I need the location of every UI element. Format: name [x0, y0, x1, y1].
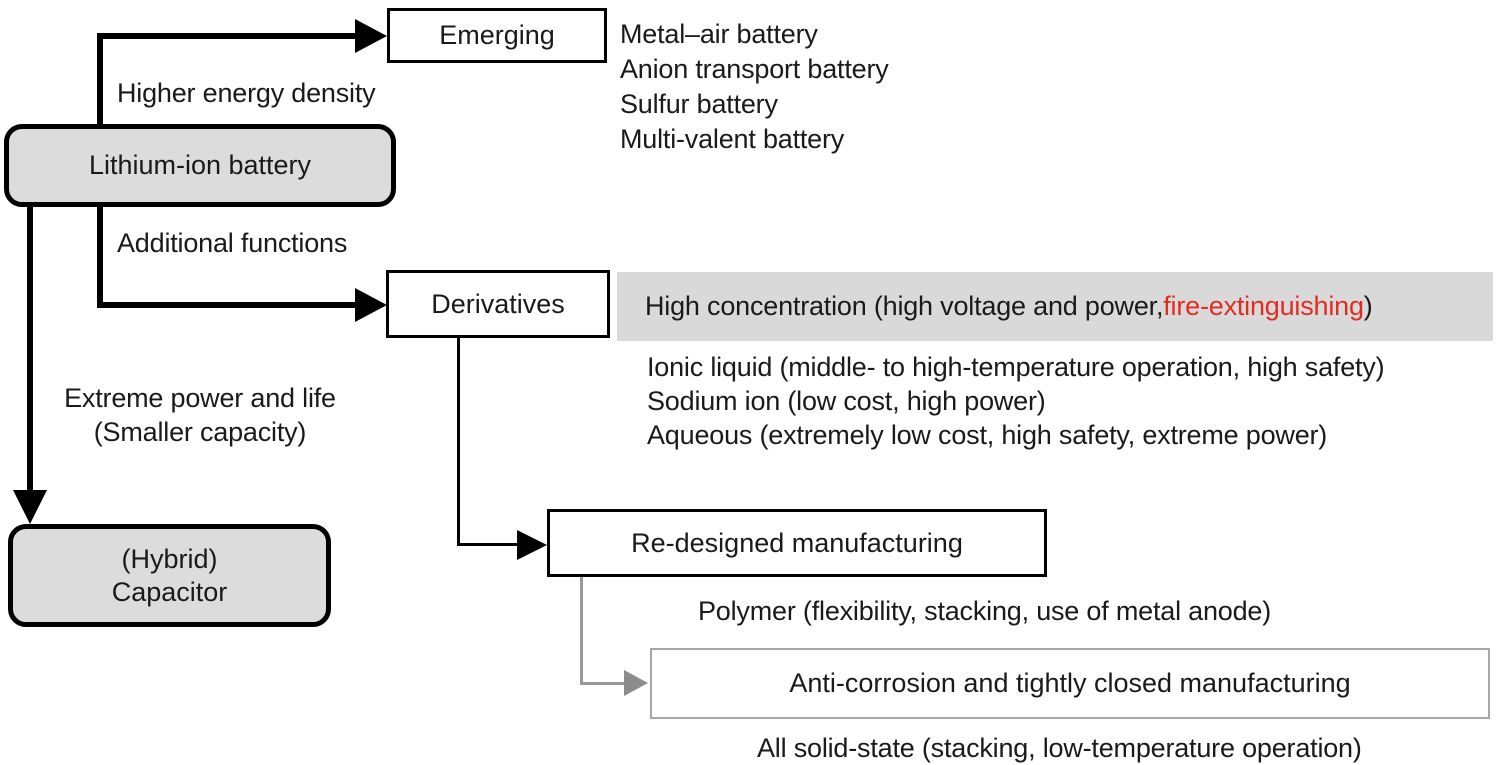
edge-label-higher-energy-density: Higher energy density [117, 78, 376, 108]
list-item: Anion transport battery [620, 54, 889, 84]
node-hybrid-capacitor-label-line2: Capacitor [111, 576, 228, 607]
node-lithium-ion-battery-label: Lithium-ion battery [88, 150, 312, 180]
polymer-note: Polymer (flexibility, stacking, use of metal anode) [698, 596, 1272, 626]
edge-label-extreme-power-line2: (Smaller capacity) [93, 417, 307, 447]
connector-redesigned-anticorrosion-vertical [580, 577, 583, 685]
list-item: Aqueous (extremely low cost, high safety, extreme power) [647, 420, 1328, 450]
connector-derivatives-redesigned-vertical [457, 338, 460, 546]
arrowhead-to-derivatives-icon [355, 288, 387, 322]
connector-lithium-emerging-horizontal [97, 33, 357, 39]
node-hybrid-capacitor-label-line1: (Hybrid) [121, 543, 218, 574]
connector-lithium-emerging-vertical [97, 33, 103, 128]
all-solid-state-note: All solid-state (stacking, low-temperature operation) [757, 733, 1362, 763]
emerging-battery-list [620, 17, 889, 157]
connector-lithium-derivatives-vertical [97, 204, 103, 308]
connector-derivatives-redesigned-horizontal [457, 543, 519, 546]
node-emerging-label: Emerging [439, 20, 555, 50]
list-item: Sulfur battery [620, 89, 778, 119]
node-anticorrosion-manufacturing [650, 648, 1490, 719]
node-derivatives [386, 270, 610, 338]
highlight-text-prefix: High concentration (high voltage and power, [645, 291, 1164, 321]
node-anticorrosion-manufacturing-label: Anti-corrosion and tightly closed manufacturing [789, 668, 1351, 698]
node-redesigned-manufacturing [547, 509, 1047, 577]
edge-label-extreme-power [35, 381, 365, 449]
arrowhead-to-anticorrosion-icon [624, 670, 648, 696]
node-derivatives-label: Derivatives [431, 288, 565, 319]
connector-redesigned-anticorrosion-horizontal [580, 682, 626, 685]
list-item: Metal–air battery [620, 19, 818, 49]
highlight-high-concentration [617, 272, 1493, 341]
arrowhead-to-emerging-icon [355, 19, 387, 53]
derivative-list [647, 350, 1384, 452]
list-item: Sodium ion (low cost, high power) [647, 386, 1046, 416]
edge-label-extreme-power-line1: Extreme power and life [64, 383, 336, 413]
node-redesigned-manufacturing-label: Re-designed manufacturing [631, 527, 963, 558]
highlight-text-red: fire-extinguishing [1163, 291, 1364, 321]
arrowhead-to-capacitor-icon [13, 490, 47, 524]
edge-label-additional-functions: Additional functions [117, 228, 348, 258]
list-item: Multi-valent battery [620, 124, 845, 154]
node-hybrid-capacitor [8, 524, 331, 627]
list-item: Ionic liquid (middle- to high-temperature operation, high safety) [647, 352, 1385, 382]
highlight-text-suffix: ) [1363, 291, 1373, 321]
node-lithium-ion-battery [4, 124, 396, 207]
node-emerging [387, 8, 607, 63]
connector-lithium-capacitor-vertical [27, 204, 33, 492]
connector-lithium-derivatives-horizontal [97, 302, 357, 308]
arrowhead-to-redesigned-icon [517, 530, 547, 560]
